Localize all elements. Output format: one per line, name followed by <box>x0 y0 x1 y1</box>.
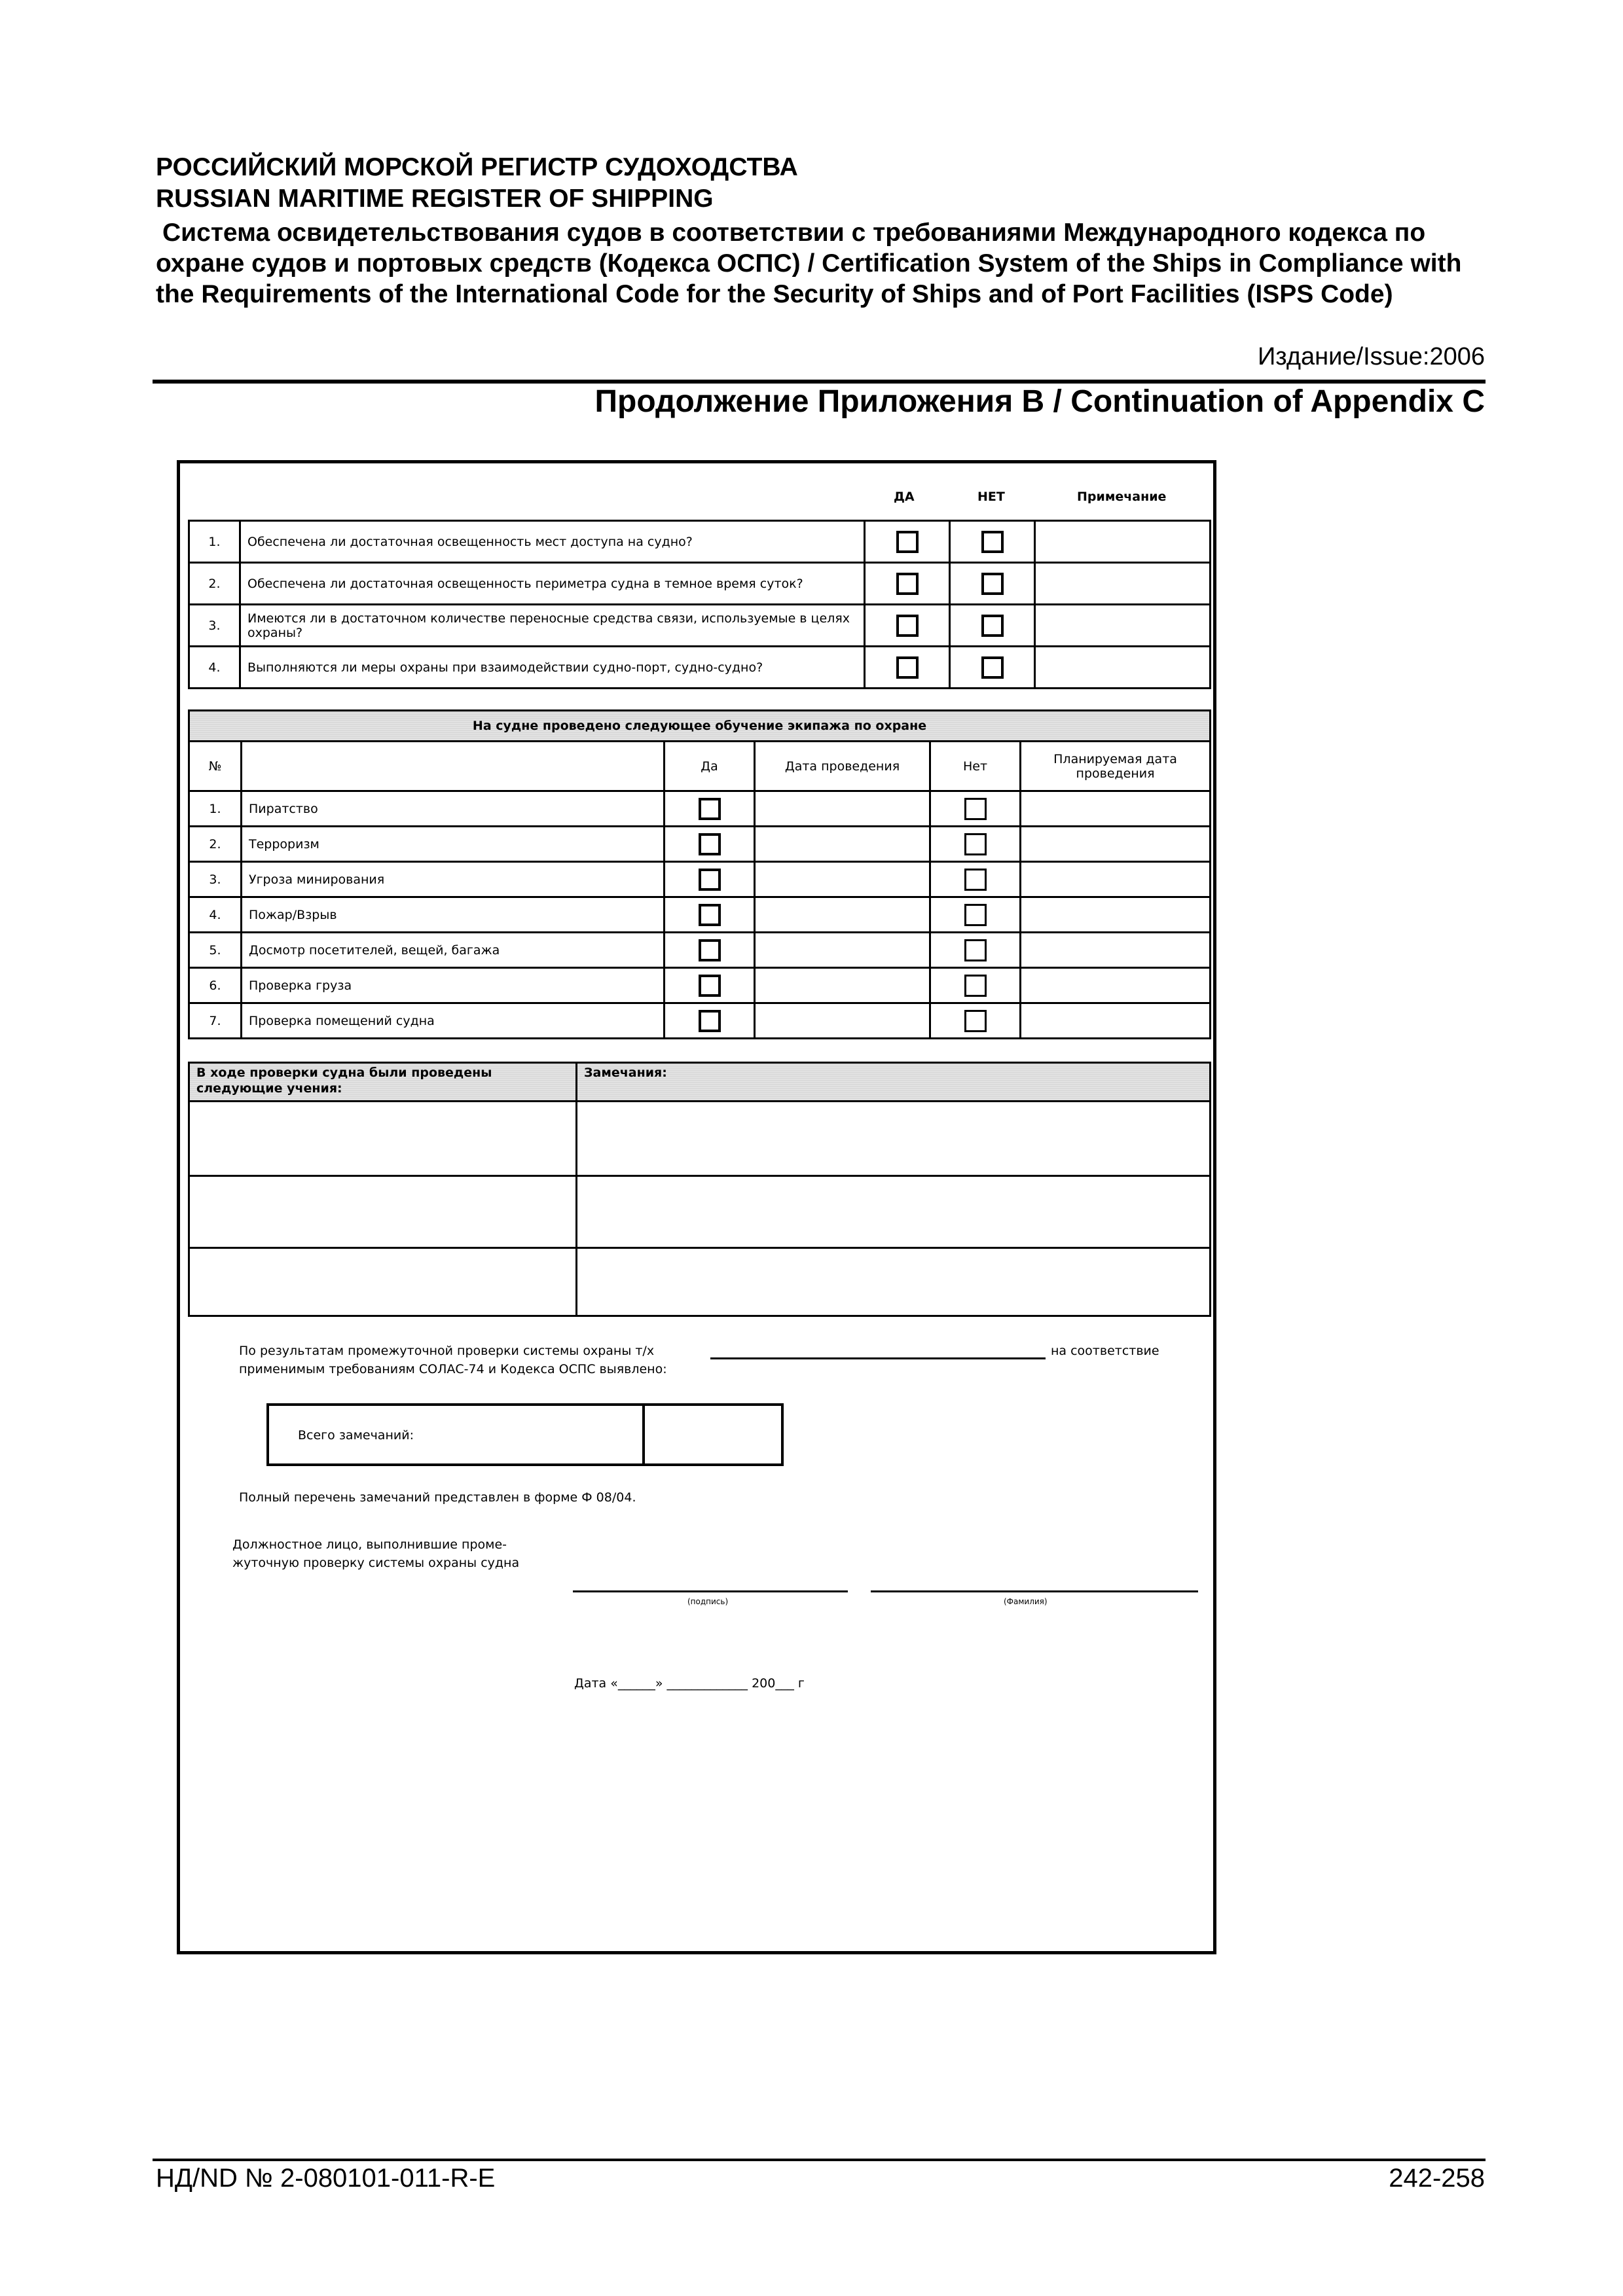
crew-training-table <box>188 709 1211 1039</box>
yes-checkbox[interactable] <box>699 975 721 997</box>
row-number: 1. <box>189 521 240 563</box>
remarks-header: Замечания: <box>577 1063 1211 1102</box>
date-cell[interactable] <box>755 897 930 933</box>
drill-cell[interactable] <box>189 1248 577 1316</box>
yes-checkbox[interactable] <box>699 939 721 961</box>
row-number: 4. <box>189 897 242 933</box>
note-cell[interactable] <box>1035 647 1211 689</box>
date-field[interactable]: Дата «______» _____________ 200___ г <box>574 1676 805 1691</box>
date-cell[interactable] <box>755 862 930 897</box>
row-number: 6. <box>189 968 242 1003</box>
form-frame <box>177 460 1216 1954</box>
planned-date-cell[interactable] <box>1021 1003 1211 1039</box>
table-row <box>189 1248 1211 1316</box>
result-line-2: применимым требованиям СОЛАС-74 и Кодекса ОСПС выявлено: <box>239 1362 667 1376</box>
remark-cell[interactable] <box>577 1102 1211 1176</box>
training-topic: Терроризм <box>242 827 665 862</box>
result-line-1: По результатам промежуточной проверки системы охраны т/х <box>239 1344 655 1358</box>
row-number: 1. <box>189 791 242 827</box>
training-title: На судне проведено следующее обучение экипажа по охране <box>189 711 1211 742</box>
security-questions-table <box>188 520 1211 689</box>
total-remarks-label: Всего замечаний: <box>298 1428 414 1443</box>
system-title: Система освидетельствования судов в соответствии с требованиями Международного кодекса по охране судов и портовых средств (Кодекса ОСПС) / Certification System of the Ships in Compliance with the Requirements of the International Code for the Security of Ships and of Port Facilities (ISPS Code) <box>156 219 1462 308</box>
row-number: 2. <box>189 827 242 862</box>
question-text: Обеспечена ли достаточная освещенность мест доступа на судно? <box>240 521 865 563</box>
full-list-note: Полный перечень замечаний представлен в форме Ф 08/04. <box>239 1490 636 1505</box>
planned-date-cell[interactable] <box>1021 933 1211 968</box>
question-text: Обеспечена ли достаточная освещенность периметра судна в темное время суток? <box>240 563 865 605</box>
drills-header-row <box>189 1063 1211 1102</box>
training-title-row <box>189 711 1211 742</box>
note-cell[interactable] <box>1035 563 1211 605</box>
result-line-1-end: на соответствие <box>1051 1344 1159 1358</box>
table-row <box>189 933 1211 968</box>
training-topic: Угроза минирования <box>242 862 665 897</box>
col-date-header: Дата проведения <box>755 742 930 791</box>
yes-checkbox[interactable] <box>896 615 919 637</box>
drills-remarks-table <box>188 1062 1211 1317</box>
table-row <box>189 563 1211 605</box>
footer-divider <box>153 2159 1486 2161</box>
table-row <box>189 968 1211 1003</box>
date-cell[interactable] <box>755 968 930 1003</box>
date-cell[interactable] <box>755 933 930 968</box>
table-row <box>189 897 1211 933</box>
col-yes-header: Да <box>665 742 755 791</box>
date-cell[interactable] <box>755 1003 930 1039</box>
planned-date-cell[interactable] <box>1021 862 1211 897</box>
yes-checkbox[interactable] <box>896 573 919 595</box>
table-row <box>189 791 1211 827</box>
row-number: 5. <box>189 933 242 968</box>
org-name-ru: РОССИЙСКИЙ МОРСКОЙ РЕГИСТР СУДОХОДСТВА <box>156 153 798 181</box>
row-number: 7. <box>189 1003 242 1039</box>
planned-date-cell[interactable] <box>1021 827 1211 862</box>
planned-date-cell[interactable] <box>1021 968 1211 1003</box>
col-no-header: Нет <box>930 742 1021 791</box>
date-cell[interactable] <box>755 827 930 862</box>
page-header <box>156 152 1485 310</box>
issue-label: Издание/Issue:2006 <box>1257 343 1485 370</box>
training-topic: Проверка помещений судна <box>242 1003 665 1039</box>
no-checkbox[interactable] <box>981 656 1004 679</box>
table-row <box>189 827 1211 862</box>
training-topic: Пиратство <box>242 791 665 827</box>
col-planned-header: Планируемая дата проведения <box>1021 742 1211 791</box>
no-checkbox[interactable] <box>964 1010 987 1032</box>
no-checkbox[interactable] <box>964 904 987 926</box>
no-checkbox[interactable] <box>981 615 1004 637</box>
official-line-1: Должностное лицо, выполнившие проме- <box>232 1537 507 1552</box>
table-row <box>189 1003 1211 1039</box>
yes-checkbox[interactable] <box>896 656 919 679</box>
training-topic: Досмотр посетителей, вещей, багажа <box>242 933 665 968</box>
col-no-heading: НЕТ <box>977 490 1005 504</box>
training-topic: Пожар/Взрыв <box>242 897 665 933</box>
drills-header: В ходе проверки судна были проведены следующие учения: <box>189 1063 577 1102</box>
yes-checkbox[interactable] <box>699 1010 721 1032</box>
col-yes-heading: ДА <box>894 490 915 504</box>
row-number: 3. <box>189 605 240 647</box>
date-cell[interactable] <box>755 791 930 827</box>
yes-checkbox[interactable] <box>699 904 721 926</box>
training-header-row <box>189 742 1211 791</box>
col-number-header: № <box>189 742 242 791</box>
table-row <box>189 605 1211 647</box>
remark-cell[interactable] <box>577 1176 1211 1248</box>
no-checkbox[interactable] <box>981 531 1004 553</box>
yes-checkbox[interactable] <box>896 531 919 553</box>
document-number: НД/ND № 2-080101-011-R-E <box>156 2164 496 2193</box>
training-topic: Проверка груза <box>242 968 665 1003</box>
surname-field[interactable] <box>871 1590 1198 1592</box>
total-remarks-value[interactable] <box>645 1406 781 1463</box>
signature-field[interactable] <box>573 1590 848 1592</box>
table-row <box>189 1102 1211 1176</box>
ship-name-field[interactable] <box>710 1357 1046 1359</box>
signature-caption: (подпись) <box>687 1597 729 1606</box>
note-cell[interactable] <box>1035 605 1211 647</box>
table-row <box>189 647 1211 689</box>
official-line-2: жуточную проверку системы охраны судна <box>232 1556 520 1570</box>
surname-caption: (Фамилия) <box>1004 1597 1048 1606</box>
row-number: 3. <box>189 862 242 897</box>
yes-checkbox[interactable] <box>699 869 721 891</box>
note-cell[interactable] <box>1035 521 1211 563</box>
no-checkbox[interactable] <box>964 939 987 961</box>
planned-date-cell[interactable] <box>1021 791 1211 827</box>
col-note-heading: Примечание <box>1077 490 1167 504</box>
no-checkbox[interactable] <box>964 975 987 997</box>
page-number: 242-258 <box>1389 2164 1485 2193</box>
yes-checkbox[interactable] <box>699 798 721 820</box>
no-checkbox[interactable] <box>964 798 987 820</box>
org-name-en: RUSSIAN MARITIME REGISTER OF SHIPPING <box>156 185 714 213</box>
planned-date-cell[interactable] <box>1021 897 1211 933</box>
no-checkbox[interactable] <box>964 833 987 855</box>
drill-cell[interactable] <box>189 1176 577 1248</box>
yes-checkbox[interactable] <box>699 833 721 855</box>
question-text: Имеются ли в достаточном количестве переносные средства связи, используемые в целях охраны? <box>240 605 865 647</box>
drill-cell[interactable] <box>189 1102 577 1176</box>
row-number: 2. <box>189 563 240 605</box>
row-number: 4. <box>189 647 240 689</box>
table-row <box>189 1176 1211 1248</box>
no-checkbox[interactable] <box>964 869 987 891</box>
no-checkbox[interactable] <box>981 573 1004 595</box>
question-text: Выполняются ли меры охраны при взаимодействии судно-порт, судно-судно? <box>240 647 865 689</box>
table-row <box>189 862 1211 897</box>
remark-cell[interactable] <box>577 1248 1211 1316</box>
table-row <box>189 521 1211 563</box>
appendix-title: Продолжение Приложения В / Continuation of Appendix C <box>594 384 1485 419</box>
